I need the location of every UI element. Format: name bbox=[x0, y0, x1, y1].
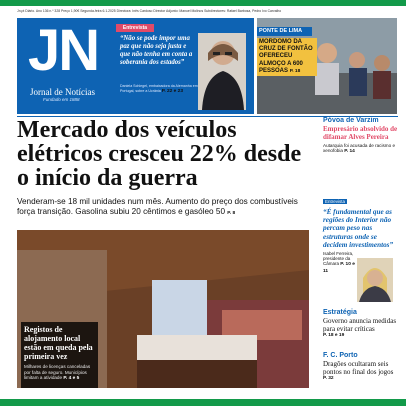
mayor-photo bbox=[357, 258, 393, 302]
standfirst-ref: P. 8 bbox=[227, 211, 236, 216]
rc-ref: P. 32 bbox=[323, 376, 334, 381]
rc-body: Dragões ocultaram seis pontos no final dos jogos bbox=[323, 360, 394, 376]
interview-caption bbox=[120, 84, 206, 95]
rc-note-text: Autarquia foi acusada de racismo e xenofobia bbox=[323, 143, 396, 154]
bottom-green-bar bbox=[0, 399, 406, 406]
photo-feature-ref: P. 4 e 5 bbox=[63, 376, 80, 381]
edition-meta: Jn.pt Diário. Ano 136 n.º 328 Preço 1,90€ Segunda-feira 6.1.2025 Directora: Inês Cardoso Director Adjunto: Manuel Molinos Subdirectores: Rafael Barbosa, Pedro Ivo Carvalho bbox=[17, 9, 282, 13]
interview-quote: “Não se pode impor uma paz que não seja justa e que não tenha em conta a soberania dos estados” bbox=[120, 35, 193, 66]
photo-story-ref: P. 18 bbox=[289, 68, 301, 74]
photo-feature-title: Registos de alojamento local estão em queda pela primeira vez bbox=[24, 325, 93, 361]
logo[interactable]: JN bbox=[28, 18, 99, 83]
rc-note bbox=[323, 143, 398, 155]
ambassador-photo bbox=[198, 33, 246, 110]
founded-line: Fundado em 1888 bbox=[43, 97, 80, 102]
rc-ref: P. 14 bbox=[344, 149, 355, 155]
rc-body: Empresário absolvido de difamar Alves Pereira bbox=[323, 125, 398, 141]
main-standfirst bbox=[17, 197, 309, 219]
rc-ref: P. 18 e 19 bbox=[323, 333, 345, 338]
photo-feature-sub bbox=[24, 364, 97, 382]
photo-story-text bbox=[257, 38, 317, 76]
photo-story-headline: MORDOMO DA CRUZ DE FONTÃO OFERECEU ALMOÇO A 600 PESSOAS bbox=[259, 39, 313, 74]
interview-ref: P. 22 e 23 bbox=[161, 88, 184, 94]
interview-label: Entrevista bbox=[116, 24, 154, 32]
rc-body: Governo anuncia medidas para evitar críticas bbox=[323, 317, 397, 333]
rc-title: Estratégia bbox=[323, 309, 357, 316]
rc-title: Póvoa de Varzim bbox=[323, 117, 379, 124]
right-column-item-3[interactable] bbox=[323, 309, 398, 338]
right-column-item-1[interactable] bbox=[323, 117, 398, 155]
rc-ref: P. 10 e 11 bbox=[323, 262, 355, 274]
brand-name: Jornal de Notícias bbox=[30, 87, 95, 97]
rc-quote: “É fundamental que as regiões do Interior não percam peso nas estruturas onde se decidem investimentos” bbox=[323, 208, 394, 249]
top-green-bar bbox=[0, 0, 406, 6]
interview-caption-text: Daniela Schlegel, embaixadora da Alemanha em Portugal, sobre a Ucrânia bbox=[120, 84, 198, 93]
rc-note-text: Isabel Ferreira, presidente da Câmara bbox=[323, 251, 354, 267]
main-headline[interactable]: Mercado dos veículos elétricos cresceu 22% desde o início da guerra bbox=[17, 117, 302, 191]
rc-tag: Entrevista bbox=[325, 199, 346, 204]
photo-story-tag: PONTE DE LIMA bbox=[257, 27, 312, 36]
rc-note bbox=[323, 251, 361, 274]
right-column-item-4[interactable] bbox=[323, 352, 398, 381]
photo-feature-subtext: Milhares de licenças canceladas por falta de seguro. Municípios limitam a atividade bbox=[24, 364, 91, 380]
standfirst-text: Venderam-se 18 mil unidades num mês. Aumento do preço dos combustíveis força transição. Gasolina subiu 20 cêntimos e gasóleo 50 bbox=[17, 197, 298, 216]
rc-title: F. C. Porto bbox=[323, 352, 358, 359]
